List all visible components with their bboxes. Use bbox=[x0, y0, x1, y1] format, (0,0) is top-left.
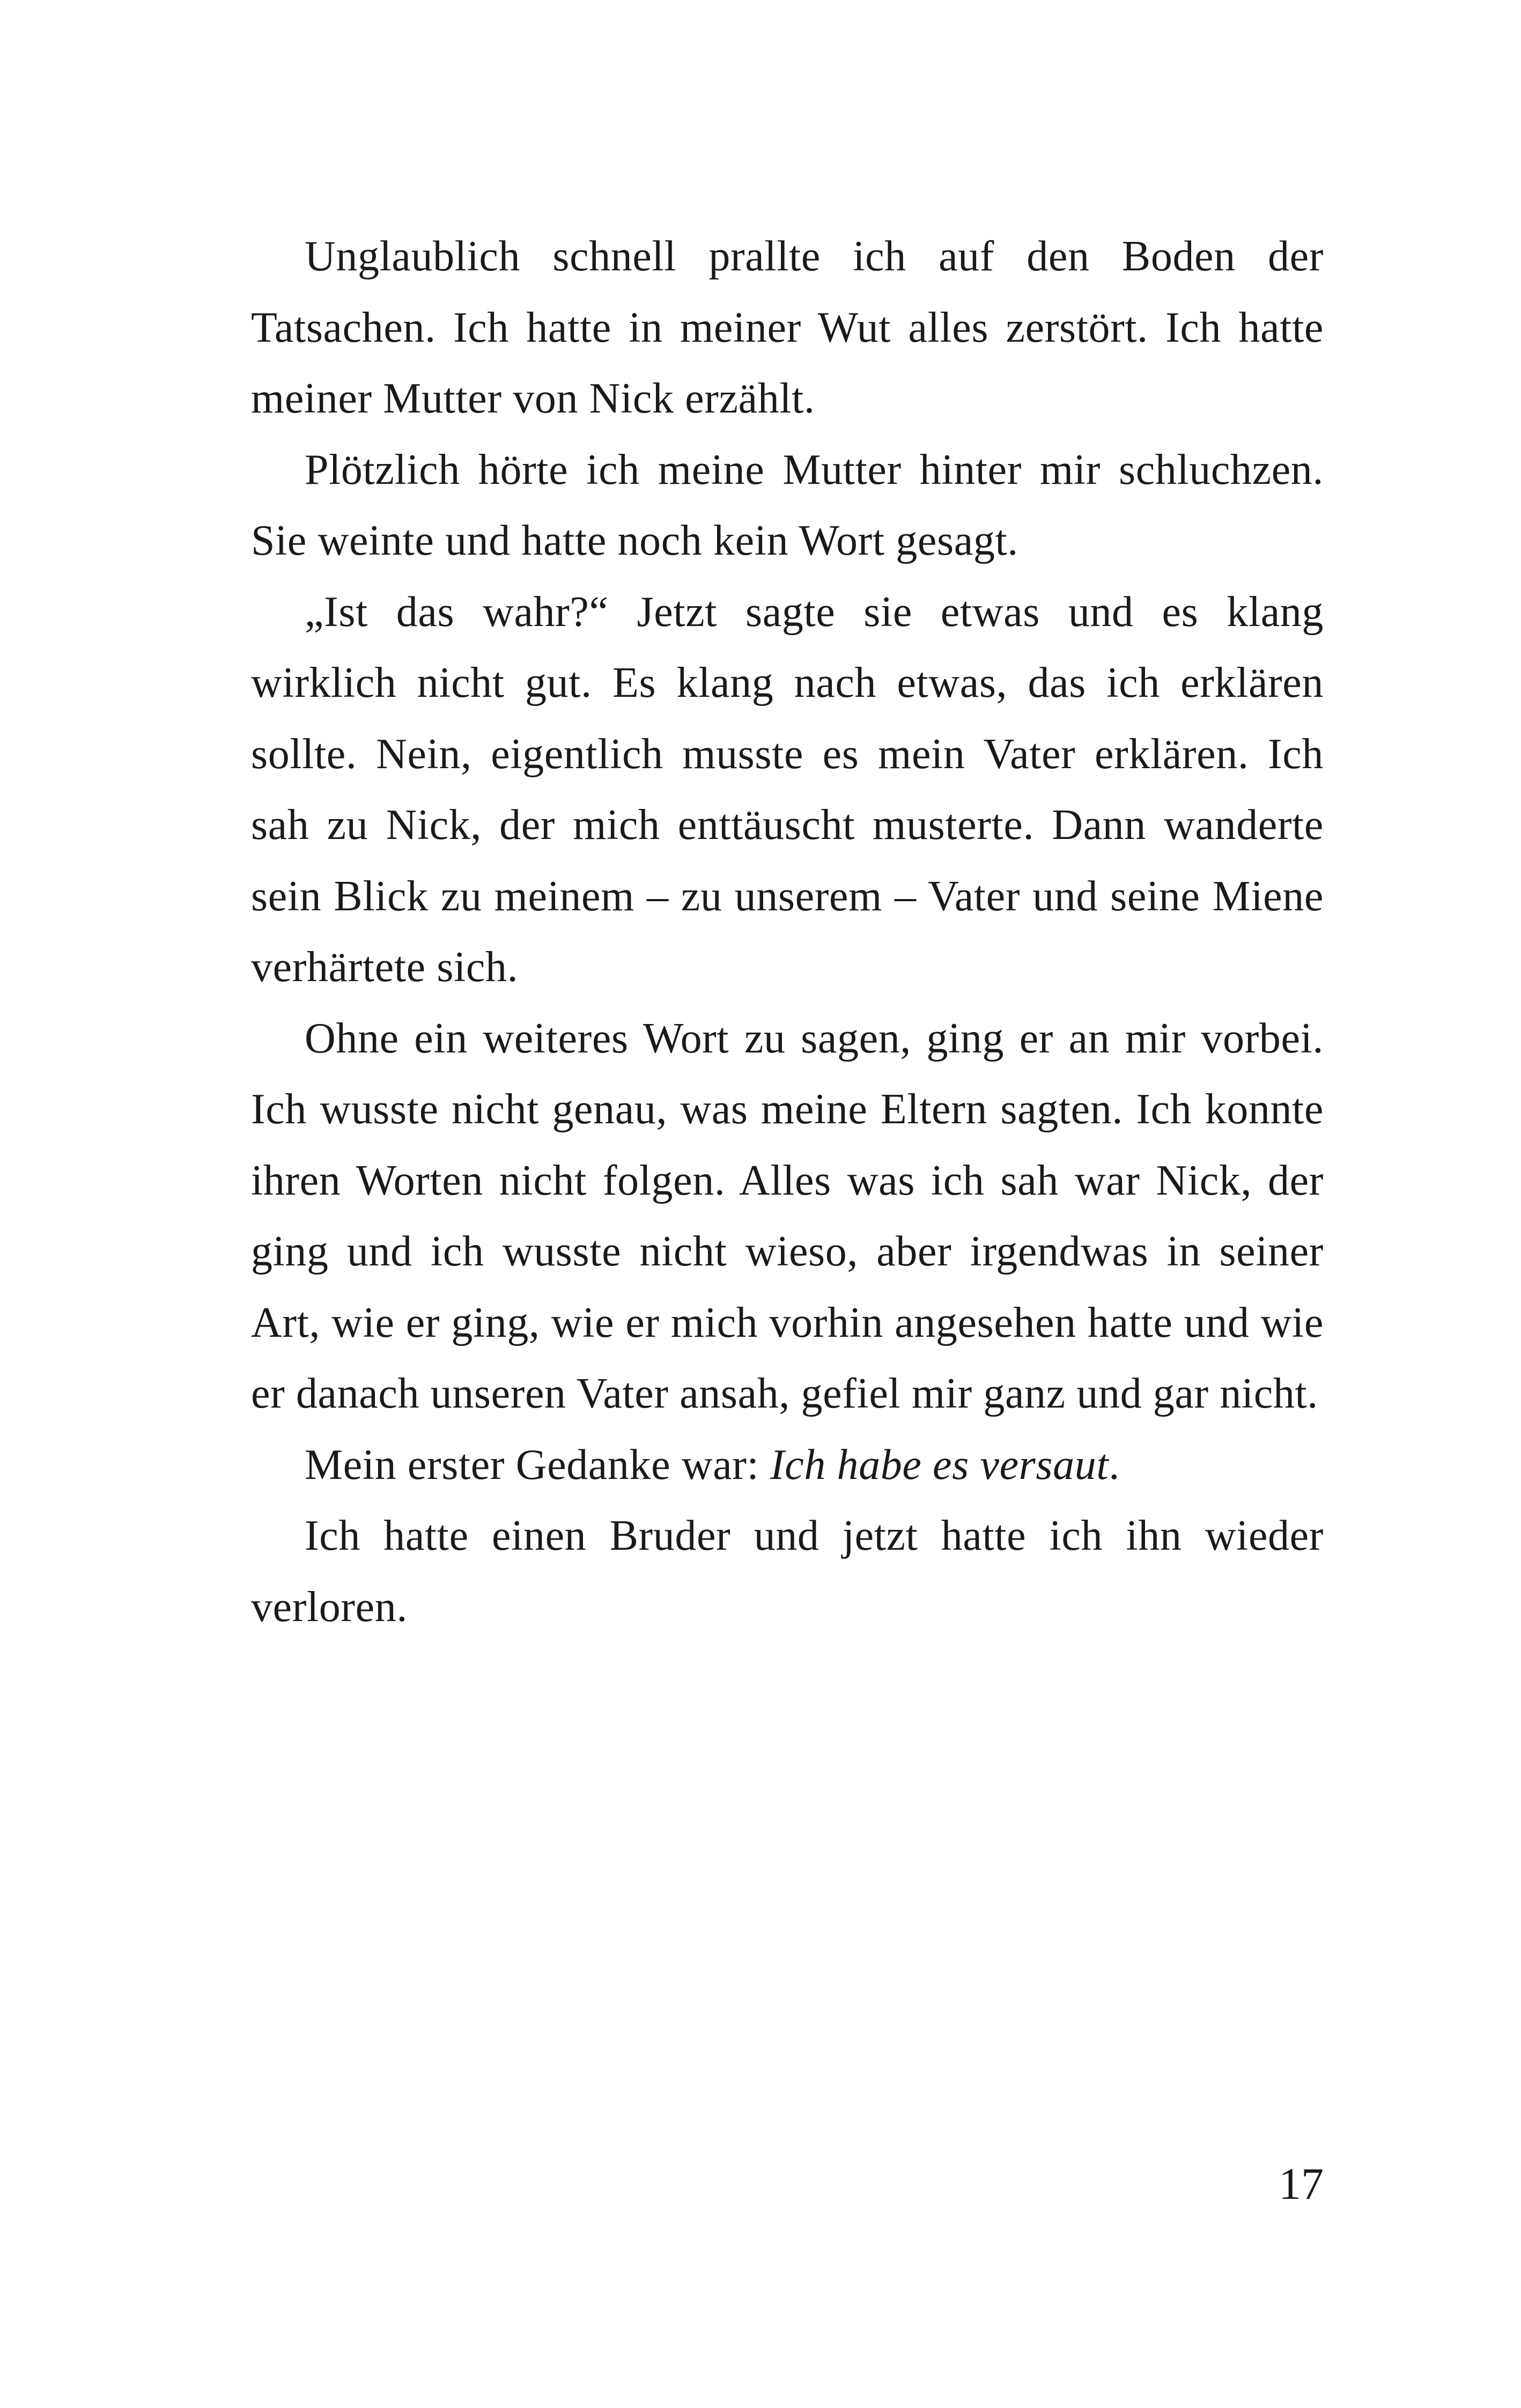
thought-lead: Mein erster Gedanke war: bbox=[305, 1441, 770, 1489]
page-number: 17 bbox=[1279, 2159, 1324, 2209]
body-text bbox=[251, 221, 1324, 1643]
paragraph-3: „Ist das wahr?“ Jetzt sagte sie etwas und es klang wirklich nicht gut. Es klang nach etwas, das ich erklären sollte. Nein, eigentlich musste es mein Vater erklären. Ich sah zu Nick, der mich enttäuscht musterte. Dann wanderte sein Blick zu meinem – zu unserem – Vater und seine Miene verhärtete sich. bbox=[251, 588, 1324, 991]
paragraph-2: Plötzlich hörte ich meine Mutter hinter mir schluchzen. Sie weinte und hatte noch kein Wort gesagt. bbox=[251, 446, 1324, 564]
paragraph-4: Ohne ein weiteres Wort zu sagen, ging er an mir vorbei. Ich wusste nicht genau, was meine Eltern sagten. Ich konnte ihren Worten nicht folgen. Alles was ich sah war Nick, der ging und ich wusste nicht wieso, aber irgendwas in seiner Art, wie er ging, wie er mich vorhin angesehen hatte und wie er danach unseren Vater ansah, gefiel mir ganz und gar nicht. bbox=[251, 1014, 1324, 1417]
thought-end: . bbox=[1109, 1441, 1120, 1489]
paragraph-5 bbox=[251, 1430, 1324, 1501]
thought-italic: Ich habe es versaut bbox=[770, 1441, 1109, 1489]
paragraph-6: Ich hatte einen Bruder und jetzt hatte ich ihn wieder verloren. bbox=[251, 1512, 1324, 1631]
paragraph-1: Unglaublich schnell prallte ich auf den Boden der Tatsachen. Ich hatte in meiner Wut alles zerstört. Ich hatte meiner Mutter von Nick erzählt. bbox=[251, 233, 1324, 422]
